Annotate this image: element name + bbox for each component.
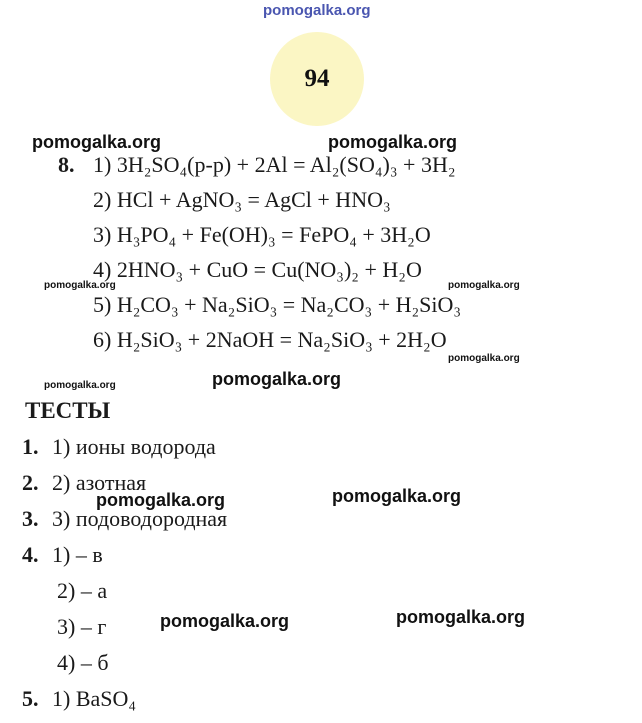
watermark: pomogalka.org <box>44 280 116 291</box>
watermark: pomogalka.org <box>263 2 371 19</box>
watermark: pomogalka.org <box>96 490 226 510</box>
test-item <box>22 542 103 568</box>
test-number: 1. <box>22 434 39 459</box>
test-answer: 1) ионы водорода <box>52 434 216 459</box>
equation-line: 5) H₂CO₃ + Na₂SiO₃ = Na₂CO₃ + H₂SiO₃ <box>93 292 462 317</box>
test-number: 3. <box>22 506 39 531</box>
task-number: 8. <box>58 152 75 177</box>
watermark: pomogalka.org <box>448 353 520 364</box>
watermark: pomogalka.org <box>32 132 162 152</box>
page-number: 94 <box>304 65 330 92</box>
watermark: pomogalka.org <box>332 486 462 506</box>
tests-heading: ТЕСТЫ <box>25 398 111 423</box>
test-number: 5. <box>22 686 39 711</box>
test-item <box>22 686 136 712</box>
equation-line: 6) H₂SiO₃ + 2NaOH = Na₂SiO₃ + 2H₂O <box>93 327 447 352</box>
watermark: pomogalka.org <box>448 280 520 291</box>
test-number: 4. <box>22 542 39 567</box>
test-answer: 2) – а <box>57 578 108 603</box>
test-item <box>22 434 216 460</box>
test-answer: 1) – в <box>52 542 103 567</box>
watermark: pomogalka.org <box>396 607 526 627</box>
test-number: 2. <box>22 470 39 495</box>
watermark: pomogalka.org <box>44 380 116 391</box>
equation-line: 4) 2HNO₃ + CuO = Cu(NO₃)₂ + H₂O <box>93 257 422 282</box>
test-answer: 3) – г <box>57 614 107 639</box>
watermark: pomogalka.org <box>212 369 342 389</box>
equation-line: 3) H₃PO₄ + Fe(OH)₃ = FePO₄ + 3H₂O <box>93 222 431 247</box>
test-answer: 4) – б <box>57 650 109 675</box>
test-answer: 2) азотная <box>52 470 147 495</box>
test-answer: 1) BaSO₄ <box>52 686 137 711</box>
equation-line: 2) HCl + AgNO₃ = AgCl + HNO₃ <box>93 187 391 212</box>
test-answer: 3) подоводородная <box>52 506 228 531</box>
watermark: pomogalka.org <box>160 611 290 631</box>
equation-line: 1) 3H₂SO₄(р-р) + 2Al = Al₂(SO₄)₃ + 3H₂ <box>93 152 456 177</box>
watermark: pomogalka.org <box>328 132 458 152</box>
